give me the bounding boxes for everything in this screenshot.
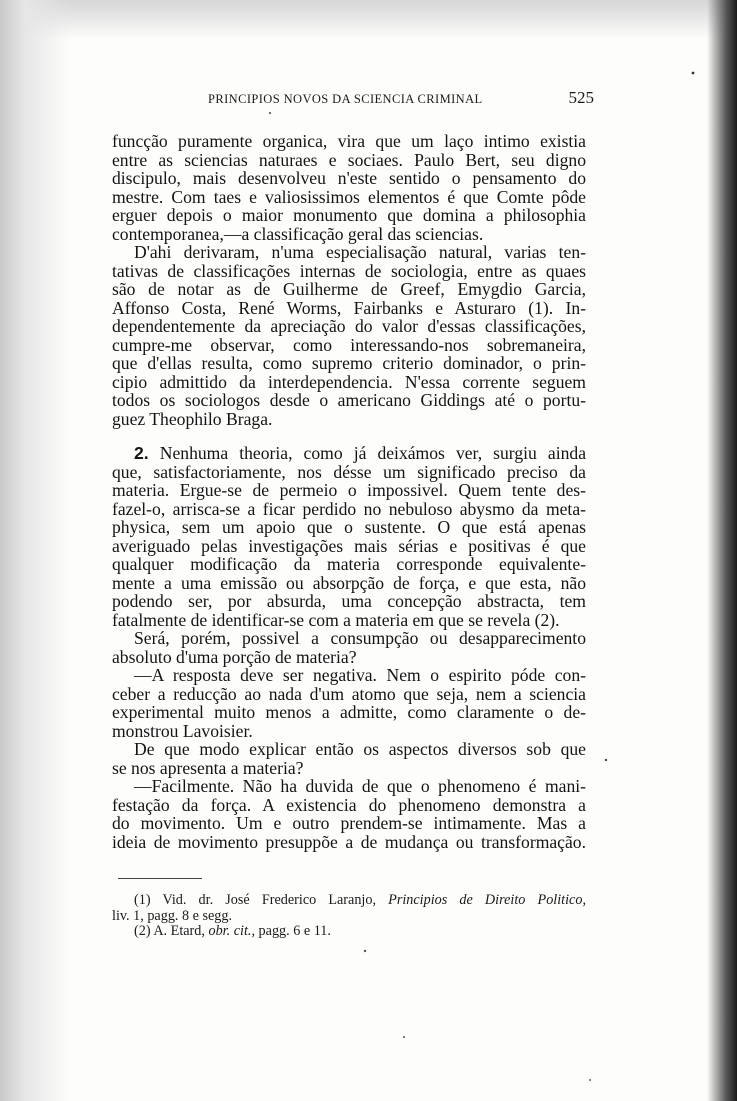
text-line: materia. Ergue-se de permeio o impossivel. Quem tente des- <box>112 480 586 500</box>
running-title: PRINCIPIOS NOVOS DA SCIENCIA CRIMINAL <box>208 92 483 106</box>
text-line: mestre. Com taes e valiosissimos elementos é que Comte pôde <box>112 186 586 207</box>
text-line: monstrou Lavoisier. <box>112 720 253 741</box>
speck <box>605 759 607 761</box>
speck <box>403 1036 405 1038</box>
speck <box>269 112 271 114</box>
paragraph <box>112 629 586 666</box>
text-line: todos os sociologos desde o americano Giddings até o portu- <box>112 390 586 410</box>
text-line: Será, porém, possivel a consumpção ou desapparecimento <box>134 628 586 648</box>
text-line: ceber a reducção ao nada d'um atomo que seja, nem a sciencia <box>112 683 586 704</box>
text-line: De que modo explicar então os aspectos diversos sob que <box>134 739 586 759</box>
footnote-abbrev: obr. cit., <box>208 923 255 939</box>
footnote-text: Vid. dr. José Frederico Laranjo, <box>162 892 377 908</box>
text-line: ideia de movimento presuppõe a de mudança ou transformação. <box>112 831 586 852</box>
speck <box>589 1079 591 1081</box>
text-line: se nos apresenta a materia? <box>112 757 304 778</box>
text-line: guez Theophilo Braga. <box>112 408 273 429</box>
text-line: —Facilmente. Não ha duvida de que o phenomeno é mani- <box>134 776 586 796</box>
speck <box>692 72 695 75</box>
text-line: entre as sciencias naturaes e sociaes. Paulo Bert, seu digno <box>112 149 586 170</box>
text-line: contemporanea,—a classificação geral das sciencias. <box>112 223 484 244</box>
text-line: do movimento. Um e outro prendem-se intimamente. Mas a <box>112 813 586 833</box>
text-line: —A resposta deve ser negativa. Nem o espirito póde con- <box>134 665 586 685</box>
section-gap <box>112 428 586 444</box>
section-first-line: Nenhuma theoria, como já deixámos ver, surgiu ainda <box>159 443 586 463</box>
footnote-1-cont: liv. 1, pagg. 8 e segg. <box>112 907 233 924</box>
text-line: D'ahi derivaram, n'uma especialisação natural, varias ten- <box>134 242 586 262</box>
page-number: 525 <box>568 88 594 107</box>
paragraph <box>112 666 586 740</box>
footnote-text: A. Etard, <box>153 923 205 939</box>
footnote-marker: (1) <box>134 892 151 908</box>
text-line: erguer depois o maior monumento que domina a philosophia <box>112 205 586 225</box>
text-line: averiguado pelas investigações mais sérias e positivas é que <box>112 535 586 556</box>
text-line: funcção puramente organica, vira que um laço intimo existia <box>112 131 586 151</box>
text-line: mente a uma emissão ou absorpção de força, e que esta, não <box>112 572 586 593</box>
footnote-rule <box>118 878 202 879</box>
text-line: que d'ellas resulta, como supremo criterio dominador, o prin- <box>112 353 586 373</box>
text-line: qualquer modificação da materia corresponde equivalente- <box>112 554 586 574</box>
text-line <box>112 444 586 463</box>
text-line: são de notar as de Guilherme de Greef, Emygdio Garcia, <box>112 279 586 299</box>
text-line: discipulo, mais desenvolveu n'este sentido o pensamento do <box>112 168 586 188</box>
speck <box>364 950 366 952</box>
footnote-text: pagg. 6 e 11. <box>258 923 331 939</box>
text-line: dependentemente da apreciação do valor d'essas classificações, <box>112 316 586 336</box>
paragraph <box>112 777 586 851</box>
text-line: absoluto d'uma porção de materia? <box>112 646 357 667</box>
text-line: cumpre-me observar, como interessando-nos sobremaneira, <box>112 334 586 355</box>
footnotes <box>112 893 586 940</box>
text-line: que, satisfactoriamente, nos désse um significado preciso da <box>112 461 586 482</box>
text-line: tativas de classificações internas de sociologia, entre as quaes <box>112 260 586 281</box>
text-line: fatalmente de identificar-se com a materia em que se revela (2). <box>112 609 560 630</box>
text-line: physica, sem um apoio que o sustente. O que está apenas <box>112 517 586 537</box>
text-line: podendo ser, por absurda, uma concepção abstracta, tem <box>112 591 586 611</box>
text-line: fazel-o, arrisca-se a ficar perdido no nebuloso abysmo da meta- <box>112 498 586 519</box>
page-edge-top <box>0 0 737 40</box>
paragraph <box>112 740 586 777</box>
footnote-1 <box>112 893 586 909</box>
body-text <box>112 132 586 851</box>
text-line: experimental muito menos a admitte, como claramente o de- <box>112 702 586 722</box>
section-2 <box>112 444 586 629</box>
section-number: 2. <box>134 443 149 463</box>
text-line: Affonso Costa, René Worms, Fairbanks e Asturaro (1). In- <box>112 297 586 318</box>
paragraph <box>112 243 586 428</box>
paragraph <box>112 132 586 243</box>
page-edge-left <box>0 0 70 1101</box>
footnote-title: Principios de Direito Politico, <box>388 892 586 908</box>
page-edge-right <box>707 0 737 1101</box>
footnote-marker: (2) <box>134 923 151 939</box>
text-line: festação da força. A existencia do phenomeno demonstra a <box>112 794 586 815</box>
footnote-2 <box>112 924 586 940</box>
text-line: cipio admittido da interdependencia. N'essa corrente seguem <box>112 371 586 392</box>
